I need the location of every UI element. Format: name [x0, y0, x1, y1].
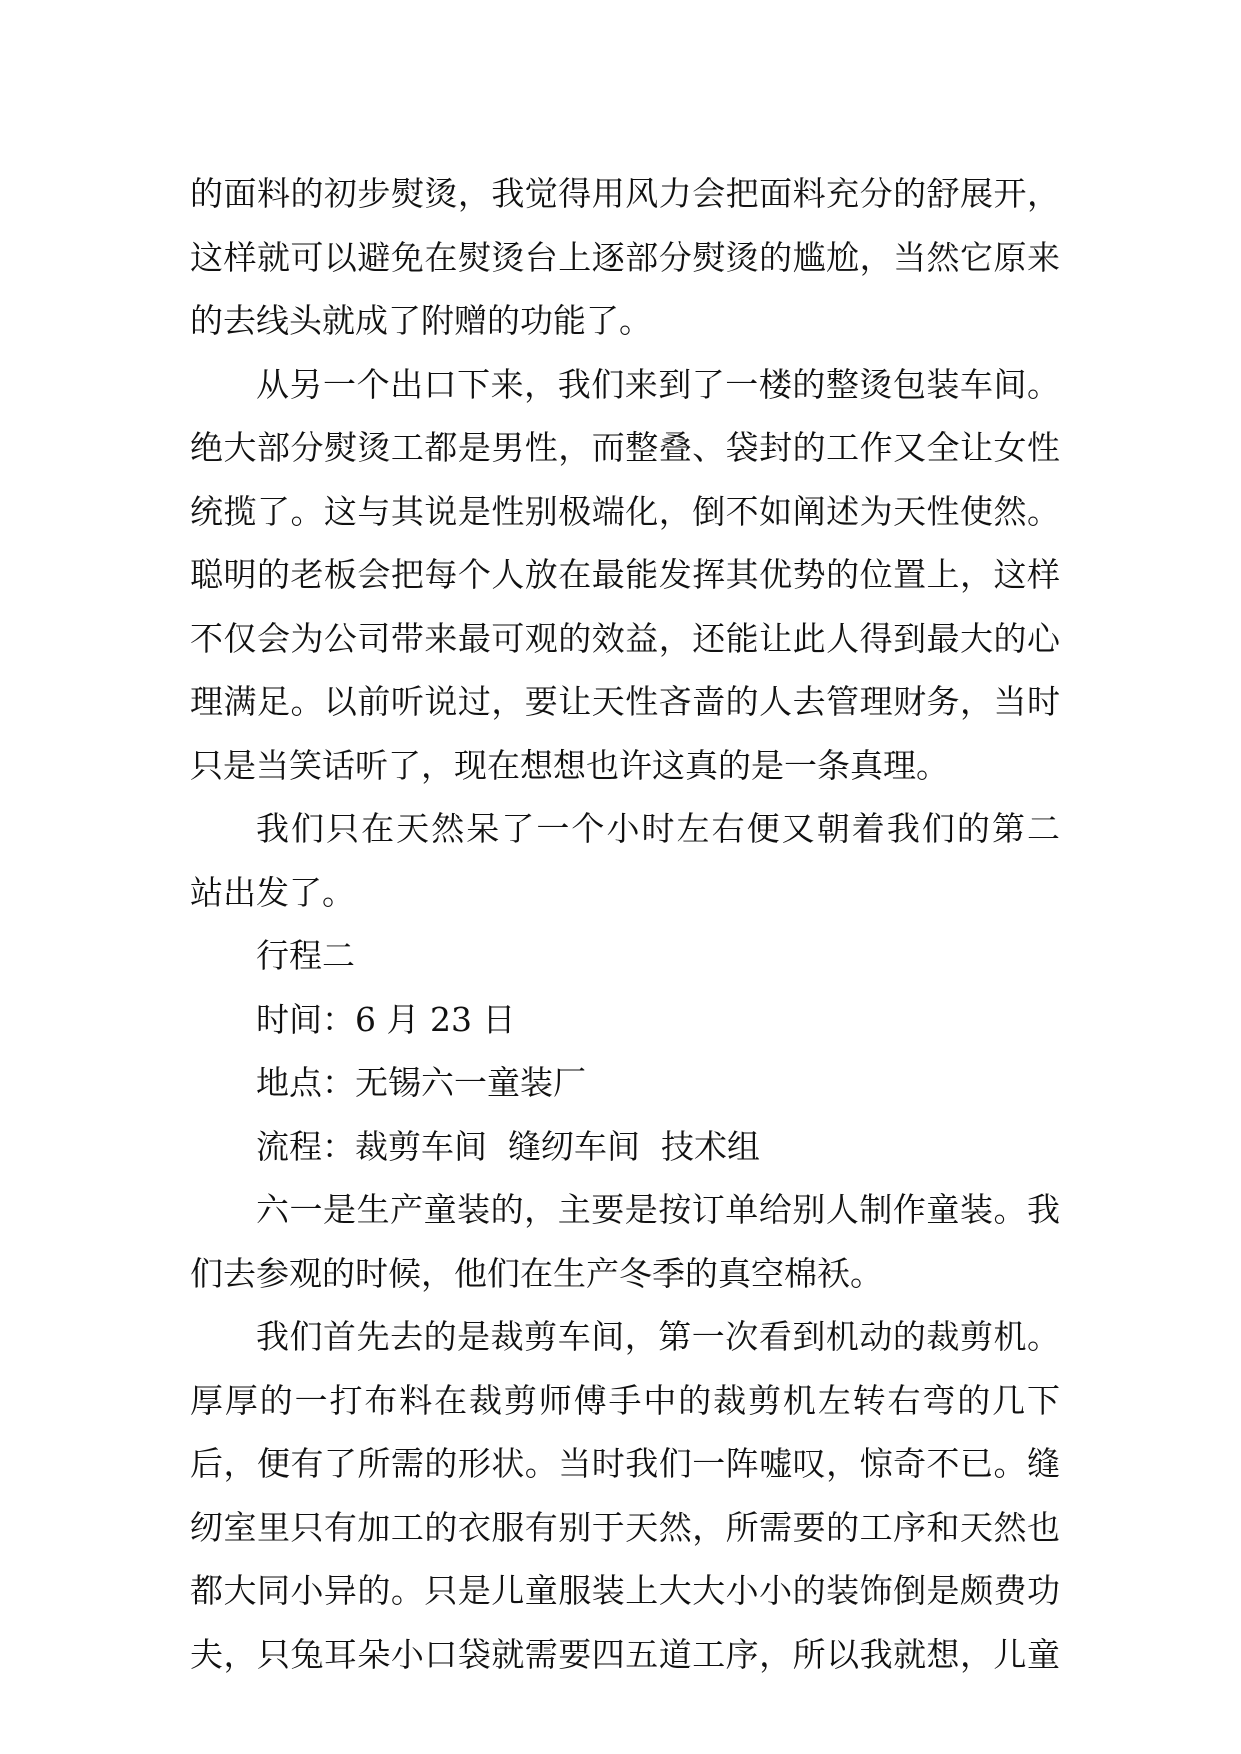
text-line: 不仅会为公司带来最可观的效益，还能让此人得到最大的心: [190, 618, 1060, 658]
process-field: 流程：裁剪车间 缝纫车间 技术组: [256, 1126, 760, 1166]
paragraph-start-line: 六一是生产童装的，主要是按订单给别人制作童装。我: [256, 1190, 1060, 1229]
document-body: [190, 162, 1060, 1686]
paragraph-start-line: 从另一个出口下来，我们来到了一楼的整烫包装车间。: [256, 364, 1060, 404]
paragraph-start-line: 我们首先去的是裁剪车间，第一次看到机动的裁剪机。: [256, 1317, 1060, 1356]
text-line: 后，便有了所需的形状。当时我们一阵嘘叹，惊奇不已。缝: [190, 1444, 1060, 1483]
location-field: 地点：无锡六一童装厂: [256, 1063, 586, 1102]
text-line: 夫，只兔耳朵小口袋就需要四五道工序，所以我就想，儿童: [190, 1634, 1060, 1674]
text-line: 的面料的初步熨烫，我觉得用风力会把面料充分的舒展开，: [190, 174, 1060, 213]
text-line: 站出发了。: [190, 872, 355, 912]
time-field: 时间：6 月 23 日: [256, 999, 516, 1039]
text-line: 聪明的老板会把每个人放在最能发挥其优势的位置上，这样: [190, 555, 1060, 594]
text-line: 们去参观的时候，他们在生产冬季的真空棉袄。: [190, 1253, 883, 1293]
paragraph-start-line: 我们只在天然呆了一个小时左右便又朝着我们的第二: [256, 809, 1060, 848]
text-line: 理满足。以前听说过，要让天性吝啬的人去管理财务，当时: [190, 682, 1060, 721]
section-heading: 行程二: [256, 936, 355, 975]
text-line: 厚厚的一打布料在裁剪师傅手中的裁剪机左转右弯的几下: [190, 1380, 1060, 1420]
text-line: 的去线头就成了附赠的功能了。: [190, 301, 652, 340]
text-line: 这样就可以避免在熨烫台上逐部分熨烫的尴尬，当然它原来: [190, 237, 1060, 277]
text-line: 都大同小异的。只是儿童服装上大大小小的装饰倒是颇费功: [190, 1571, 1060, 1610]
text-line: 统揽了。这与其说是性别极端化，倒不如阐述为天性使然。: [190, 491, 1060, 531]
text-line: 纫室里只有加工的衣服有别于天然，所需要的工序和天然也: [190, 1507, 1060, 1547]
text-line: 只是当笑话听了，现在想想也许这真的是一条真理。: [190, 745, 949, 785]
text-line: 绝大部分熨烫工都是男性，而整叠、袋封的工作又全让女性: [190, 428, 1060, 467]
